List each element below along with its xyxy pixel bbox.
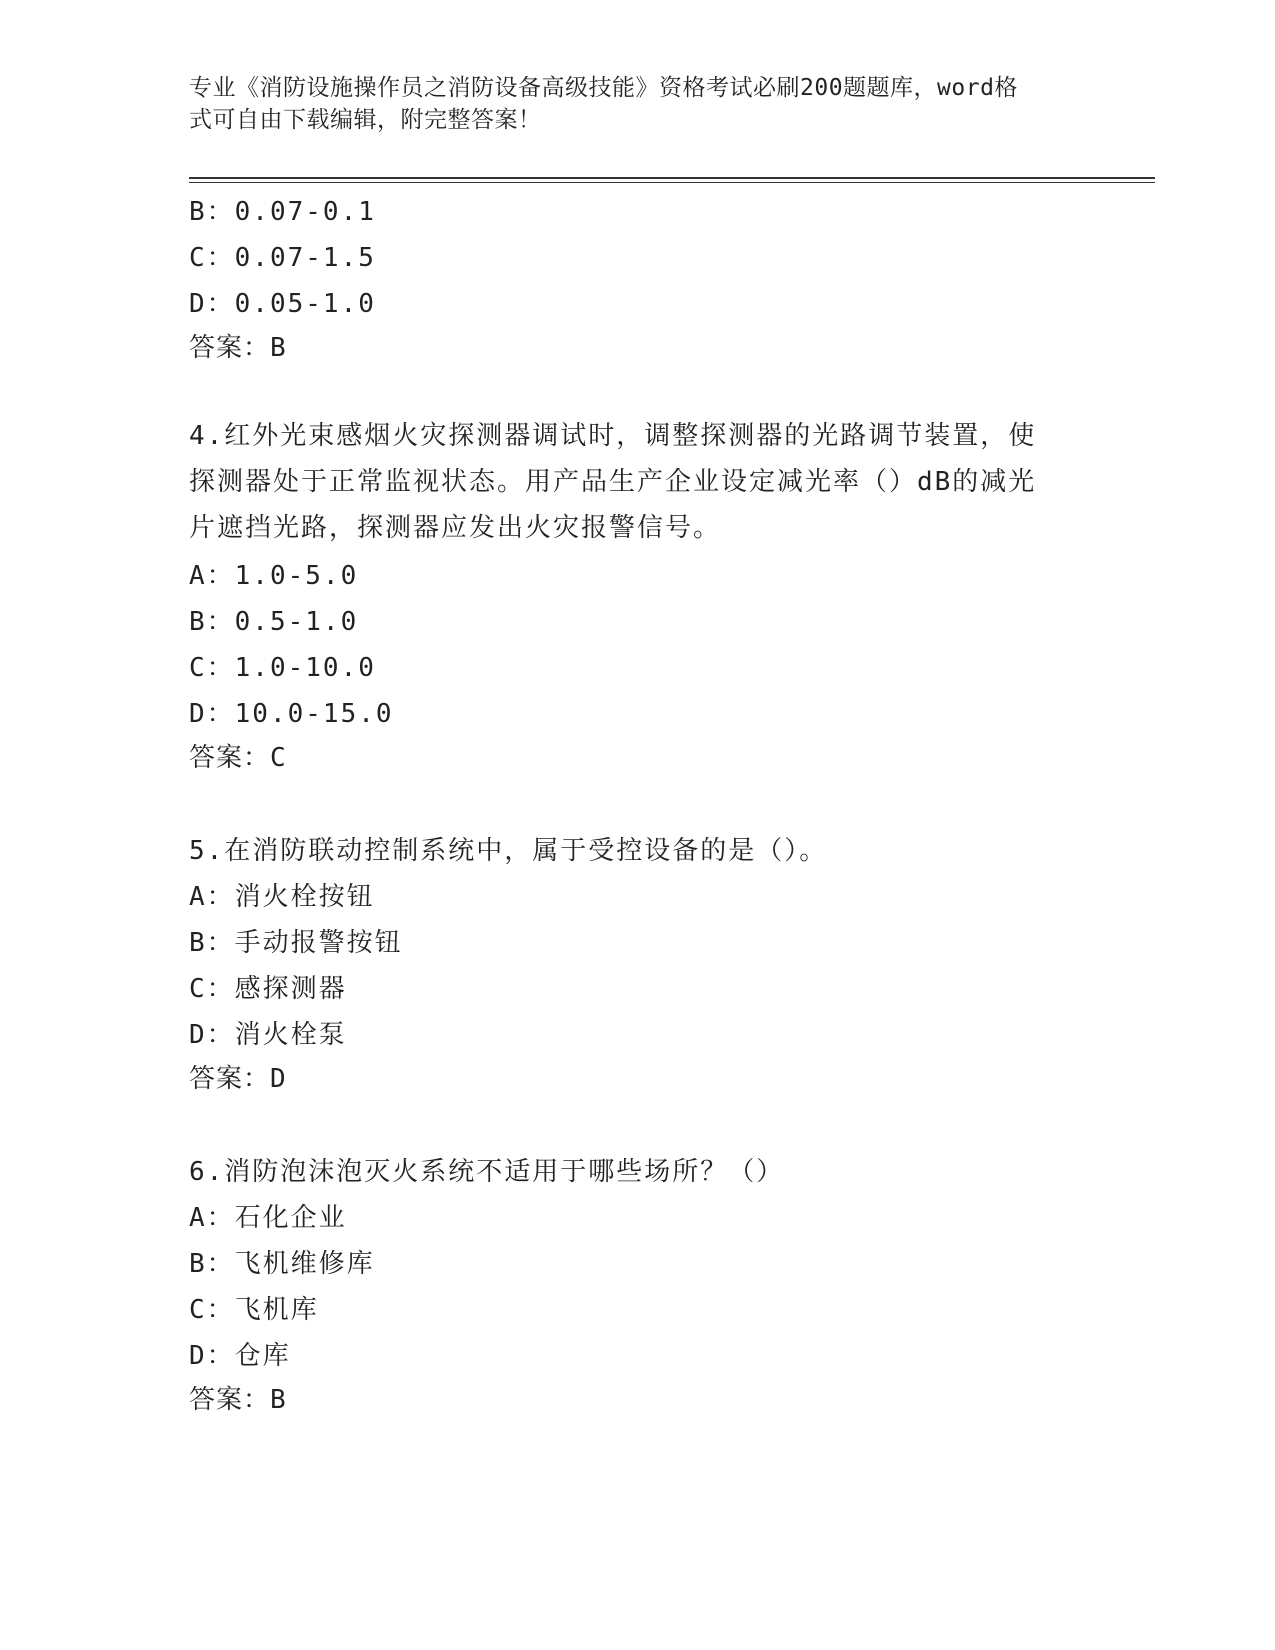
- q4-stem-line-3: 片遮挡光路，探测器应发出火灾报警信号。: [189, 513, 722, 543]
- q4-option-c: C：1.0-10.0: [189, 653, 376, 683]
- q3-option-c: C：0.07-1.5: [189, 243, 376, 273]
- q4-option-a: A：1.0-5.0: [189, 561, 359, 591]
- q4-answer: 答案：C: [189, 743, 287, 773]
- header-line-1: 专业《消防设施操作员之消防设备高级技能》资格考试必刷200题题库，word格: [189, 75, 1018, 101]
- q6-option-a: A：石化企业: [189, 1203, 347, 1233]
- q5-stem: 5.在消防联动控制系统中，属于受控设备的是（）。: [189, 836, 828, 866]
- q6-option-d: D：仓库: [189, 1341, 291, 1371]
- q3-answer: 答案：B: [189, 333, 287, 363]
- q4-stem-line-2: 探测器处于正常监视状态。用产品生产企业设定减光率（）dB的减光: [189, 467, 1037, 497]
- q4-stem: [189, 413, 1089, 551]
- q5-option-d: D：消火栓泵: [189, 1020, 347, 1050]
- q5-option-b: B：手动报警按钮: [189, 928, 403, 958]
- q5-answer: 答案：D: [189, 1064, 287, 1094]
- q6-option-c: C：飞机库: [189, 1295, 319, 1325]
- q4-option-d: D：10.0-15.0: [189, 699, 394, 729]
- q6-stem: 6.消防泡沫泡灭火系统不适用于哪些场所？（）: [189, 1157, 785, 1187]
- q3-option-b: B：0.07-0.1: [189, 197, 376, 227]
- q5-option-c: C：感探测器: [189, 974, 347, 1004]
- q6-answer: 答案：B: [189, 1385, 287, 1415]
- q5-option-a: A：消火栓按钮: [189, 882, 375, 912]
- header-rule-thin: [189, 182, 1155, 183]
- q3-option-d: D：0.05-1.0: [189, 289, 376, 319]
- q4-option-b: B：0.5-1.0: [189, 607, 359, 637]
- document-header: [189, 72, 1069, 136]
- q4-stem-line-1: 4.红外光束感烟火灾探测器调试时，调整探测器的光路调节装置，使: [189, 421, 1037, 451]
- q6-option-b: B：飞机维修库: [189, 1249, 375, 1279]
- header-line-2: 式可自由下载编辑，附完整答案！: [189, 107, 542, 133]
- header-rule-thick: [189, 177, 1155, 179]
